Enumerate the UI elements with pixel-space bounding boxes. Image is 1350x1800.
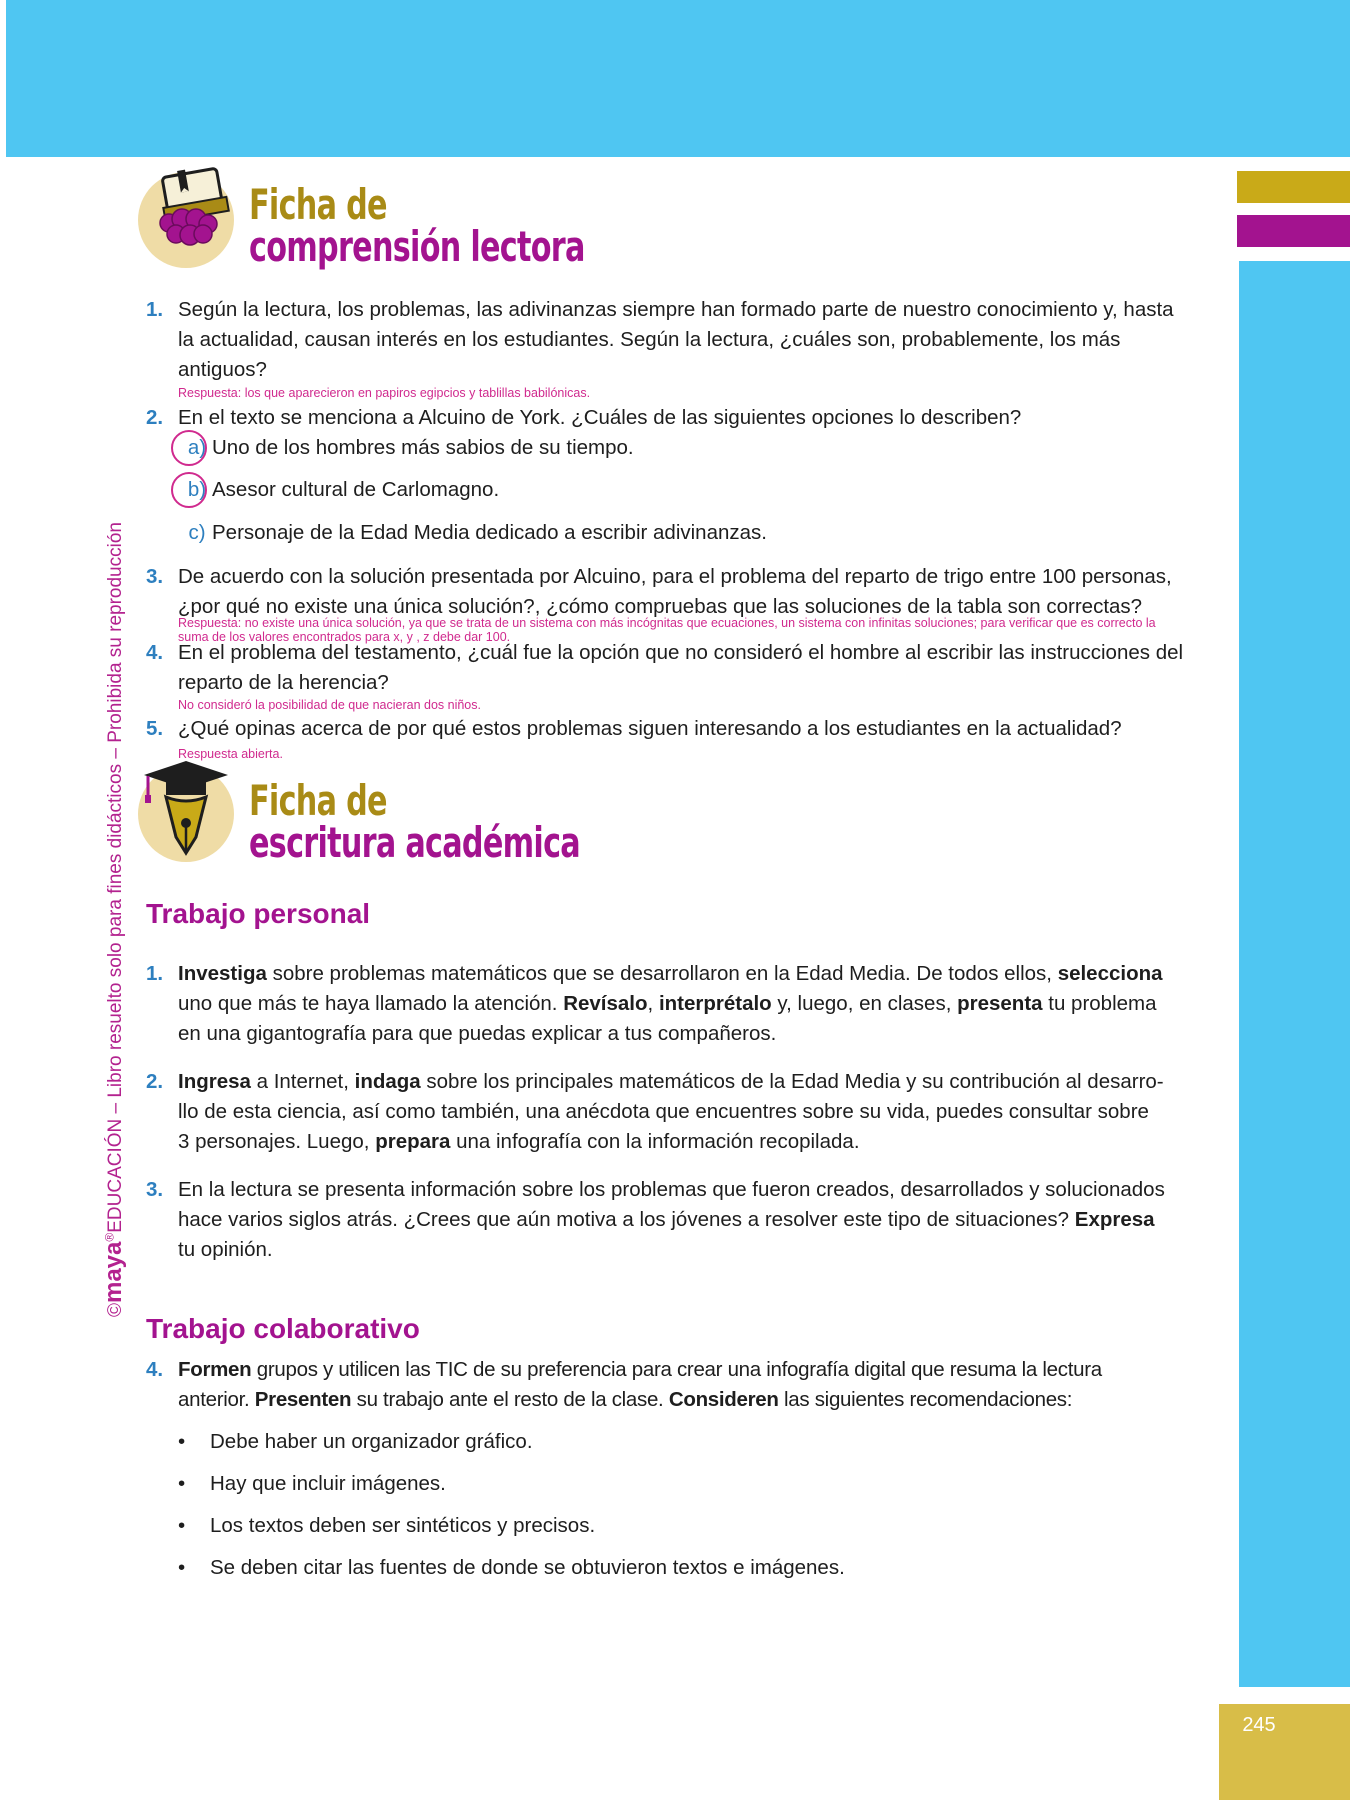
ficha-title-line2: comprensión lectora — [249, 222, 585, 271]
question-text: En el problema del testamento, ¿cuál fue la opción que no consideró el hombre al escribir las instrucciones del reparto de la herencia? — [178, 641, 1184, 694]
option-letter: a) — [187, 436, 207, 459]
top-color-band — [6, 0, 1350, 157]
ficha-comprension-title — [249, 180, 585, 271]
text-run: las siguientes recomendaciones: — [778, 1388, 1073, 1411]
question-text: De acuerdo con la solución presentada por Alcuino, para el problema del reparto de trigo entre 100 personas, ¿por qué no existe una única solución?, ¿cómo compruebas que las soluciones de la tabla son correctas? — [178, 565, 1172, 618]
text-run: En la lectura se presenta información sobre los problemas que fueron creados, desarrollados y solucionados hace varios siglos atrás. ¿Crees que aún motiva a los jóvenes a resolver este tipo de situaciones? — [178, 1178, 1165, 1231]
bullet-text: Los textos deben ser sintéticos y precisos. — [210, 1514, 596, 1537]
ficha-escritura-title — [249, 776, 580, 867]
keyword: Presenten — [254, 1388, 352, 1411]
item-text — [178, 1355, 1166, 1415]
text-run: sobre problemas matemáticos que se desarrollaron en la Edad Media. De todos ellos, — [266, 962, 1058, 985]
bullet-item — [146, 1427, 1166, 1457]
item-number: 2. — [146, 1070, 164, 1093]
personal-item-2 — [146, 1067, 1166, 1157]
bullet-dot: • — [178, 1472, 186, 1495]
keyword: Ingresa — [178, 1070, 251, 1093]
question-3 — [146, 562, 1186, 644]
copyright-symbol: © — [105, 1303, 126, 1317]
purple-tab — [1237, 215, 1350, 247]
question-number: 3. — [146, 565, 164, 588]
item-number: 3. — [146, 1178, 164, 1201]
keyword: indaga — [354, 1070, 421, 1093]
keyword: Consideren — [668, 1388, 779, 1411]
text-run: tu problema en una gigantografía para que puedas explicar a tus compañeros. — [178, 992, 1157, 1045]
ficha-title-line1: Ficha de — [249, 776, 387, 825]
bullet-text: Hay que incluir imágenes. — [210, 1472, 446, 1495]
option-text: Asesor cultural de Carlomagno. — [212, 478, 500, 501]
option-b — [146, 475, 1186, 505]
bullet-text: Se deben citar las fuentes de donde se obtuvieron textos e imágenes. — [210, 1556, 845, 1579]
question-number: 2. — [146, 406, 164, 429]
question-4 — [146, 638, 1186, 712]
bullet-item — [146, 1553, 1166, 1583]
text-run: , — [647, 992, 659, 1015]
text-run: una infografía con la información recopilada. — [450, 1130, 860, 1153]
question-number: 4. — [146, 641, 164, 664]
text-run: su trabajo ante el resto de la clase. — [351, 1388, 669, 1411]
question-text: ¿Qué opinas acerca de por qué estos problemas siguen interesando a los estudiantes en la actualidad? — [178, 717, 1122, 740]
question-text: Según la lectura, los problemas, las adivinanzas siempre han formado parte de nuestro conocimiento y, hasta la actualidad, causan interés en los estudiantes. Según la lectura, ¿cuáles son, probablemente, los más antiguos? — [178, 298, 1174, 381]
option-a — [146, 433, 1186, 463]
option-letter: b) — [187, 478, 207, 501]
option-c — [146, 518, 1186, 548]
colaborativo-item-4 — [146, 1355, 1166, 1415]
copyright-side-note — [100, 487, 128, 1317]
bullet-dot: • — [178, 1430, 186, 1453]
personal-item-1 — [146, 959, 1166, 1049]
bullet-dot: • — [178, 1556, 186, 1579]
trabajo-personal-list — [146, 959, 1166, 1265]
bullet-dot: • — [178, 1514, 186, 1537]
personal-item-3 — [146, 1175, 1166, 1265]
option-text: Uno de los hombres más sabios de su tiempo. — [212, 436, 634, 459]
answer-text: Respuesta: no existe una única solución, ya que se trata de un sistema con más incógnitas que ecuaciones, un sistema con infinitas soluciones; para verificar que es correcto la suma de los valores encontrados para x, y , z debe dar 100. — [178, 616, 1156, 644]
bullet-item — [146, 1511, 1166, 1541]
text-run: y, luego, en clases, — [771, 992, 958, 1015]
item-text — [178, 1067, 1166, 1157]
text-run: tu opinión. — [178, 1238, 273, 1261]
answer-text: Respuesta abierta. — [178, 747, 283, 761]
brand-name: maya — [100, 1241, 127, 1303]
keyword: Revísalo — [563, 992, 648, 1015]
book-brain-icon — [136, 163, 246, 273]
trabajo-colaborativo-heading: Trabajo colaborativo — [146, 1313, 420, 1344]
question-number: 5. — [146, 717, 164, 740]
question-2 — [146, 403, 1186, 433]
text-run: grupos y utilicen las TIC de su preferencia para crear una infografía digital que resuma la lectura anterior. — [178, 1358, 1102, 1411]
question-number: 1. — [146, 298, 164, 321]
graduation-pen-icon — [136, 757, 246, 867]
ficha-title-line1: Ficha de — [249, 180, 387, 229]
text-run: a Internet, — [250, 1070, 355, 1093]
keyword: selecciona — [1057, 962, 1163, 985]
keyword: Expresa — [1074, 1208, 1155, 1231]
text-run: uno que más te haya llamado la atención. — [178, 992, 564, 1015]
keyword: Formen — [178, 1358, 252, 1381]
text-run: sobre los principales matemáticos de la Edad Media y su contribución al desarro-llo de esta ciencia, así como también, una anécdota que encuentres sobre su vida, puedes consultar sobre 3 personajes. Luego, — [178, 1070, 1164, 1153]
trabajo-personal-heading: Trabajo personal — [146, 898, 371, 929]
question-text: En el texto se menciona a Alcuino de York. ¿Cuáles de las siguientes opciones lo describen? — [178, 406, 1022, 429]
side-note-text: EDUCACIÓN – Libro resuelto solo para fines didácticos – Prohibida su reproducción — [105, 522, 126, 1233]
comprension-question-list — [146, 295, 1186, 761]
item-text — [178, 1175, 1166, 1265]
option-letter: c) — [188, 521, 206, 544]
trabajo-colaborativo-list — [146, 1355, 1166, 1583]
registered-symbol: ® — [102, 1232, 117, 1242]
keyword: prepara — [375, 1130, 451, 1153]
question-1 — [146, 295, 1186, 400]
item-number: 4. — [146, 1358, 164, 1381]
answer-text: Respuesta: los que aparecieron en papiros egipcios y tablillas babilónicas. — [178, 386, 591, 400]
keyword: presenta — [957, 992, 1043, 1015]
side-color-band — [1239, 261, 1350, 1687]
question-5 — [146, 714, 1186, 761]
gold-tab — [1237, 171, 1350, 203]
keyword: Investiga — [178, 962, 267, 985]
item-number: 1. — [146, 962, 164, 985]
bullet-text: Debe haber un organizador gráfico. — [210, 1430, 533, 1453]
answer-text: No consideró la posibilidad de que nacieran dos niños. — [178, 698, 481, 712]
item-text — [178, 959, 1166, 1049]
ficha-title-line2: escritura académica — [249, 818, 580, 867]
keyword: interprétalo — [658, 992, 772, 1015]
option-text: Personaje de la Edad Media dedicado a escribir adivinanzas. — [212, 521, 767, 544]
bullet-item — [146, 1469, 1166, 1499]
page-number: 245 — [1242, 1714, 1276, 1736]
